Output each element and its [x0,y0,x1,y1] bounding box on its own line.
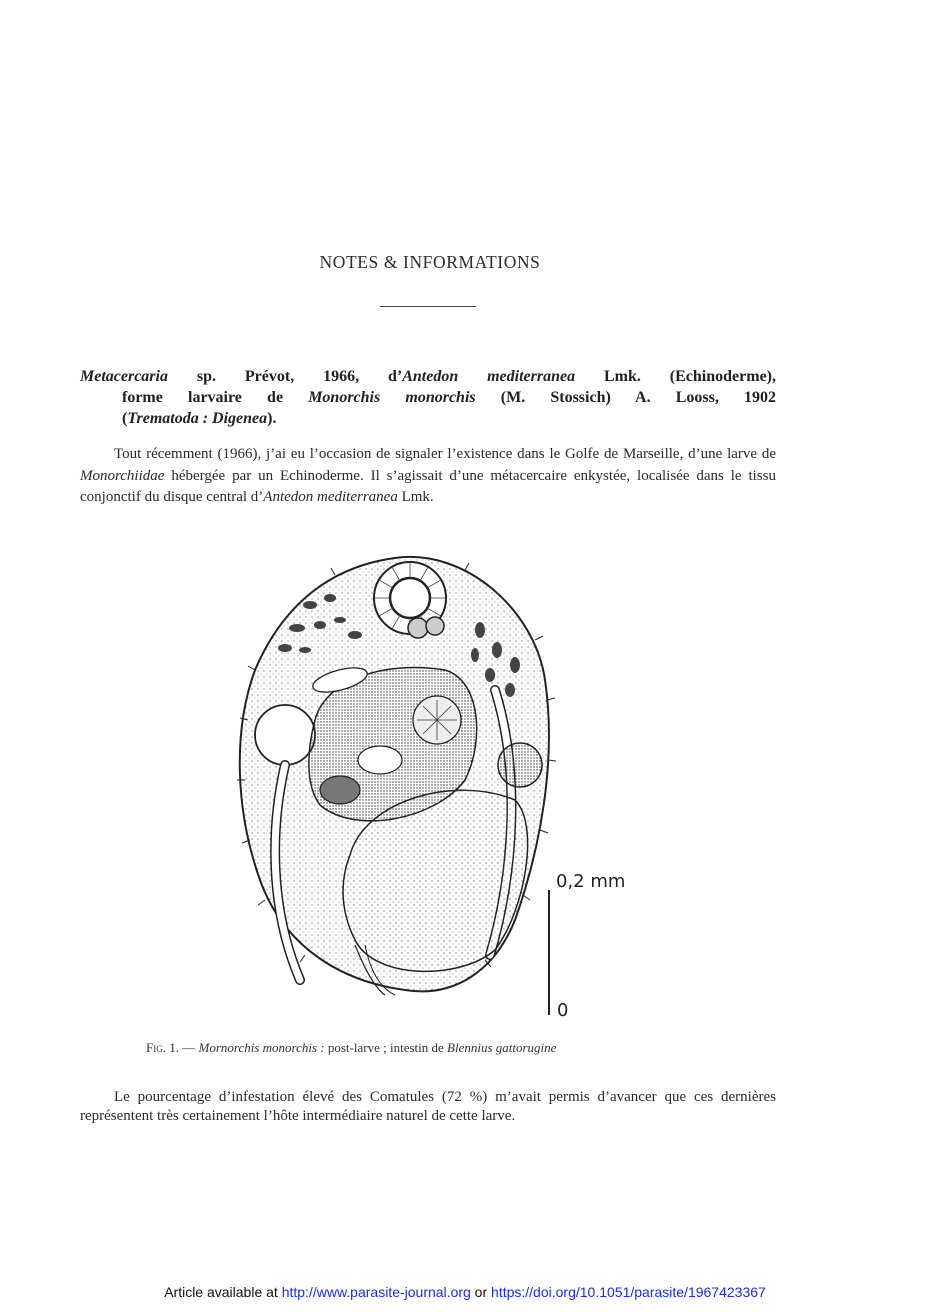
ventral-sucker [255,705,315,765]
larva-illustration [215,550,655,1030]
article-title [80,366,776,429]
heading-divider [380,306,476,307]
scale-label-bottom: 0 [557,1000,569,1021]
title-line-1: Metacercaria sp. Prévot, 1966, d’Antedon mediterranea Lmk. (Echinoderme), [80,368,776,385]
journal-link[interactable]: http://www.parasite-journal.org [281,1284,471,1300]
scale-label-top: 0,2 mm [556,871,626,892]
figure-caption: Fig. 1. — Mornorchis monorchis : post-larve ; intestin de Blennius gattorugine [146,1040,557,1055]
section-heading: NOTES & INFORMATIONS [319,252,541,272]
doi-link[interactable]: https://doi.org/10.1051/parasite/1967423367 [491,1284,766,1300]
title-line-3: (Trematoda : Digenea). [122,410,277,427]
title-line-2: forme larvaire de Monorchis monorchis (M. Stossich) A. Looss, 1902 [122,389,777,406]
intro-paragraph: Tout récemment (1966), j’ai eu l’occasion de signaler l’existence dans le Golfe de Marseille, d’une larve de Monorchiidae hébergée par un Echinoderme. Il s’agissait d’une métacercaire enkystée, localisée dans le tissu conjonctif du disque central d’Antedon mediterranea Lmk. [80,446,776,505]
infestation-paragraph: Le pourcentage d’infestation élevé des Comatules (72 %) m’avait permis d’avancer que ces dernières représentent très certainement l’hôte intermédiaire naturel de cette larve. [80,1089,776,1124]
availability-footer: Article available at http://www.parasite-journal.org or https://doi.org/10.1051/parasite/1967423367 [164,1284,766,1300]
